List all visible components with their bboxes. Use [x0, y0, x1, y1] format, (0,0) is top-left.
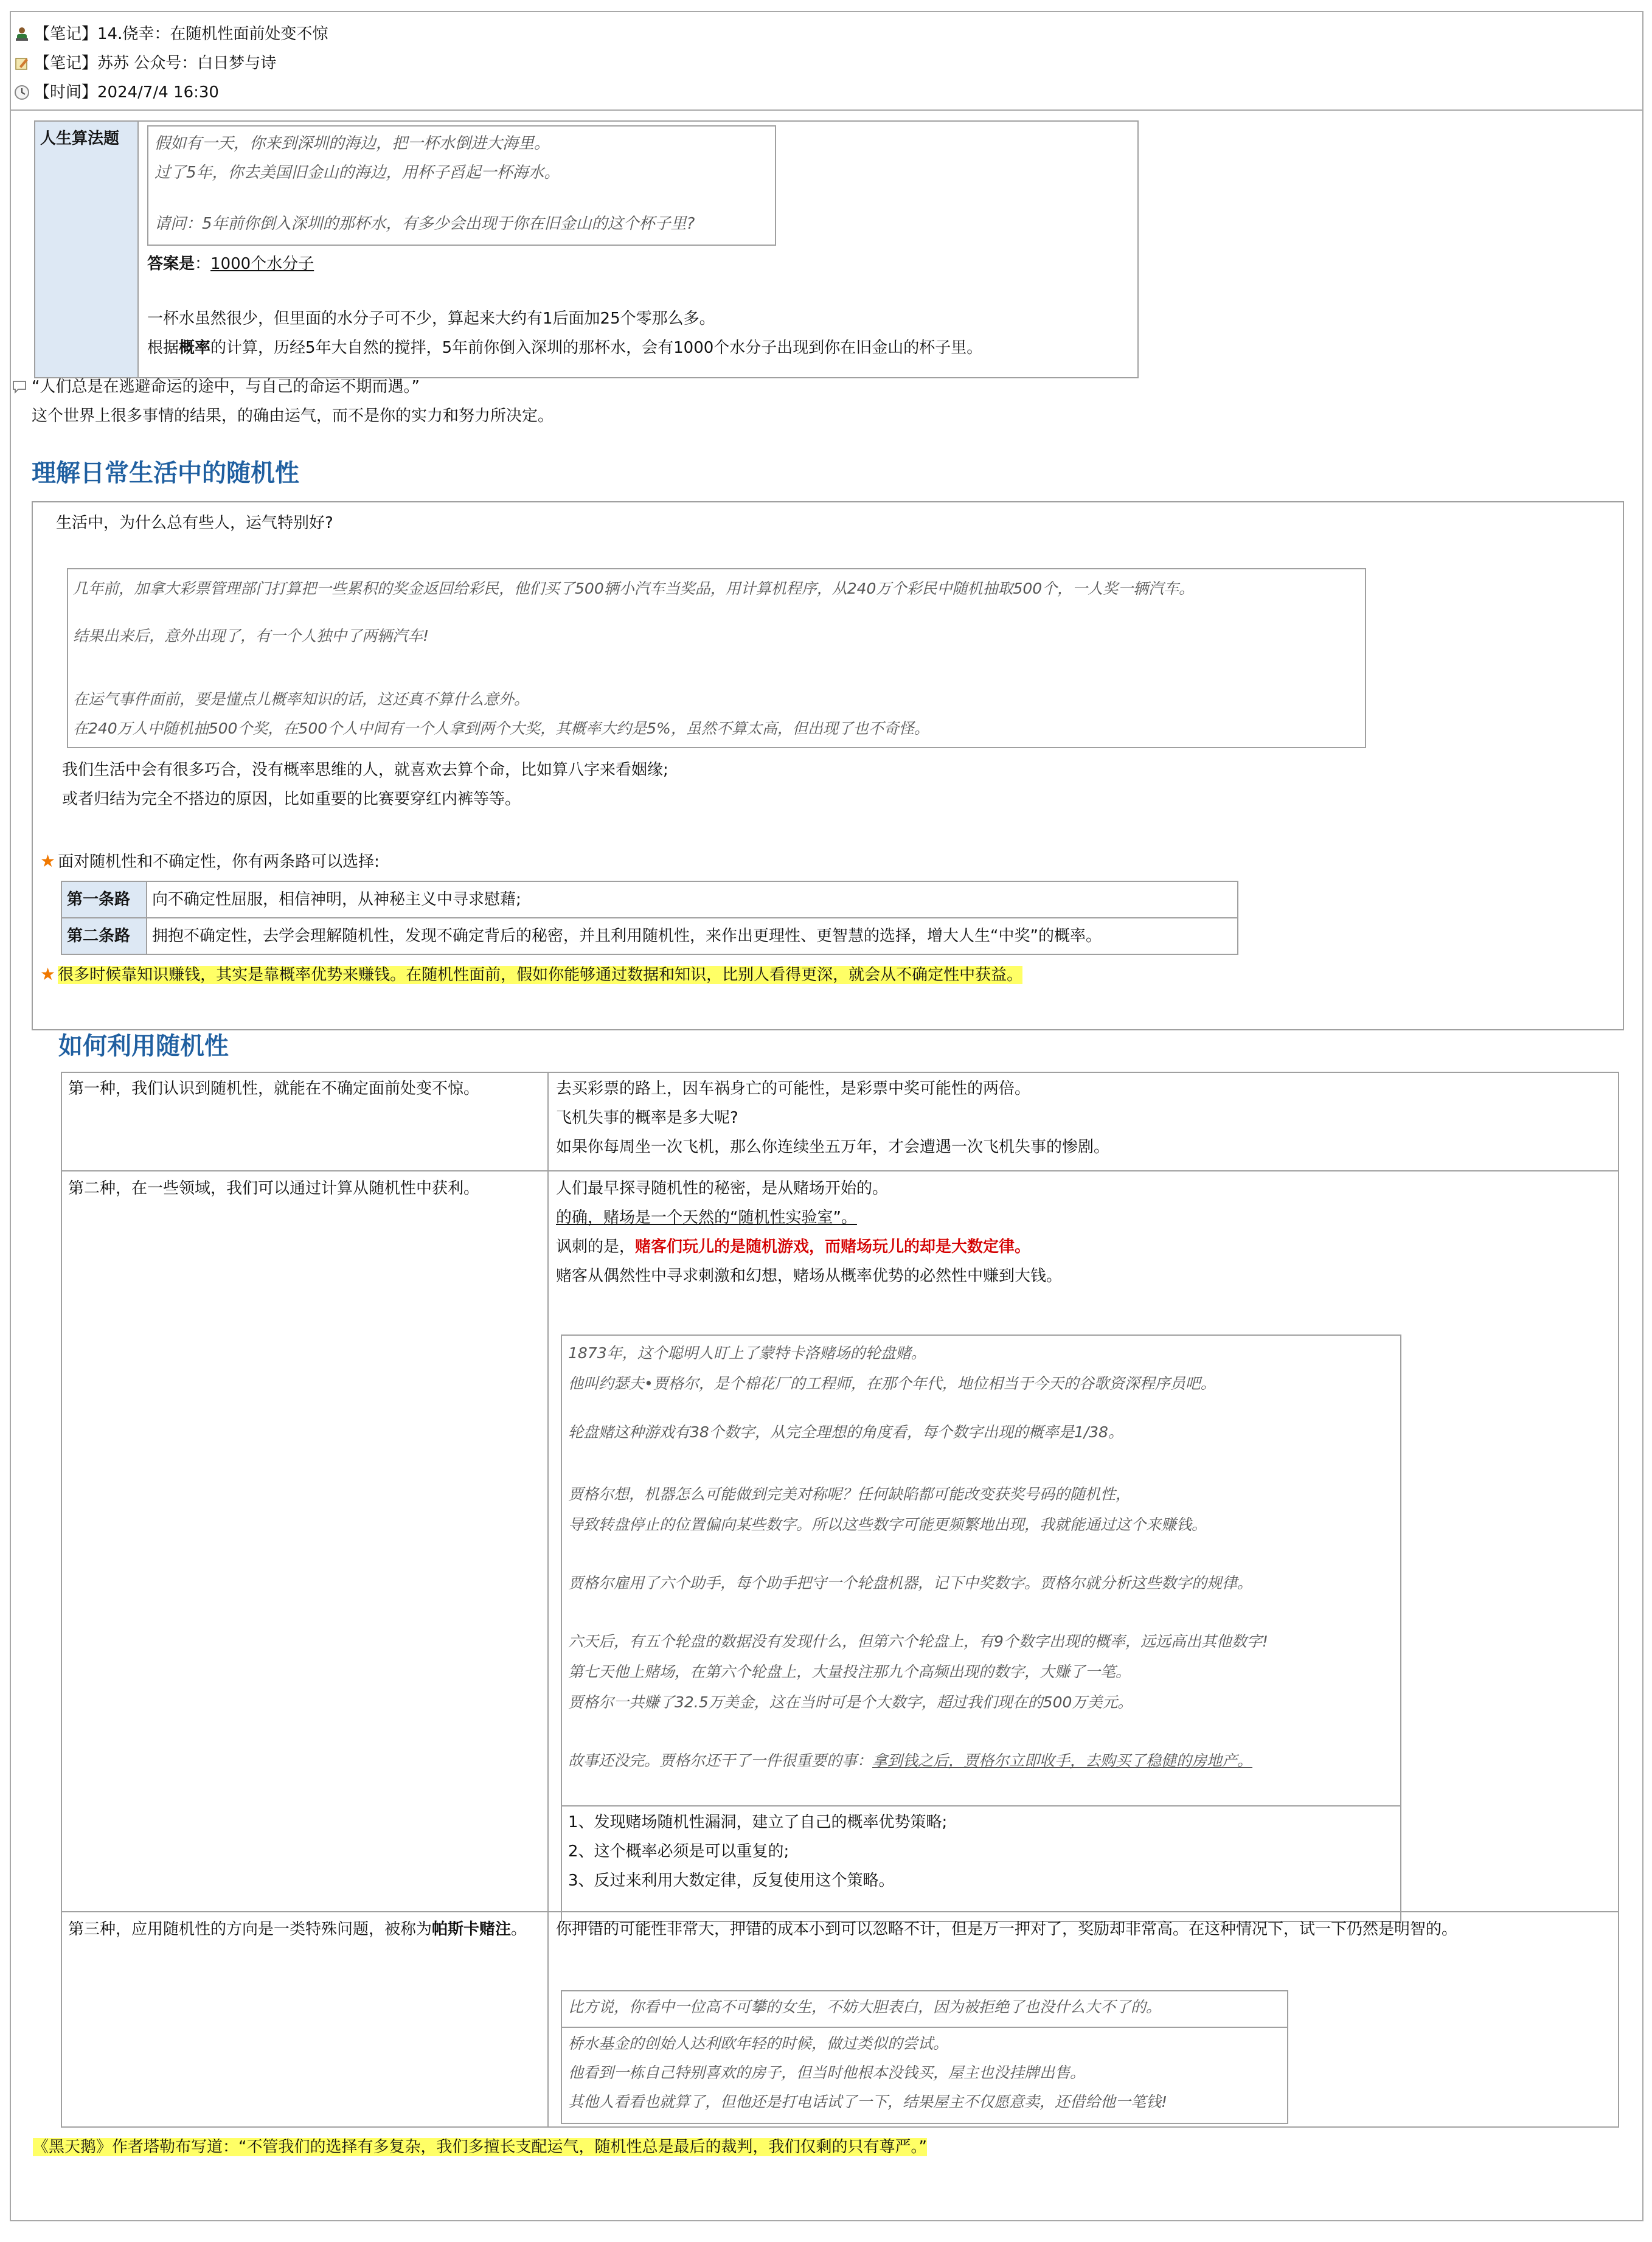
meta-time-row — [11, 78, 328, 107]
answer-label: 答案是 — [147, 255, 195, 273]
lottery-story-box — [67, 568, 1366, 748]
explanation-2-suffix: 的计算，历经5年大自然的搅拌，5年前你倒入深圳的那杯水，会有1000个水分子出现到你在旧金山的杯子里。 — [210, 339, 983, 357]
puzzle-question-box — [147, 125, 776, 246]
table-row-divider — [62, 1170, 1618, 1171]
meta-title-row — [11, 19, 328, 49]
meta-title: 【笔记】14.侥幸：在随机性面前处变不惊 — [34, 25, 328, 43]
choice-2-label: 第二条路 — [61, 918, 147, 954]
row-1-line-3: 如果你每周坐一次飞机，那么你连续坐五万年，才会遭遇一次飞机失事的惨剧。 — [556, 1138, 1110, 1156]
row-2-right — [556, 1174, 1062, 1291]
puzzle-explanation-2 — [147, 333, 982, 363]
row-2-line-4: 赌客从偶然性中寻求刺激和幻想，赌场从概率优势的必然性中赚到大钱。 — [556, 1267, 1063, 1285]
star-icon: ★ — [40, 964, 56, 984]
jagger-story-box — [561, 1334, 1401, 1806]
knowledge-highlight — [40, 960, 1022, 990]
jagger-story-line-8: 第七天他上赌场，在第六个轮盘上，大量投注那九个高频出现的数字，大赚了一笔。 — [568, 1663, 1131, 1681]
jagger-story-line-4: 贾格尔想，机器怎么可能做到完美对称呢？任何缺陷都可能改变获奖号码的随机性， — [568, 1485, 1131, 1503]
puzzle-question-line-3: 请问：5年前你倒入深圳的那杯水，有多少会出现于你在旧金山的这个杯子里? — [154, 215, 695, 233]
quote-line-1-row — [11, 372, 554, 401]
explanation-2-prefix: 根据 — [147, 339, 179, 357]
speech-bubble-icon — [11, 378, 28, 395]
meta-author-row — [11, 49, 328, 78]
lottery-story-line-4: 在240万人中随机抽500个奖，在500个人中间有一个人拿到两个大奖，其概率大约是5%，虽然不算太高，但出现了也不奇怪。 — [73, 720, 929, 737]
choice-1-label: 第一条路 — [61, 881, 147, 918]
star-icon: ★ — [40, 851, 56, 871]
puzzle-question-line-1: 假如有一天，你来到深圳的海边，把一杯水倒进大海里。 — [154, 134, 550, 153]
answer-separator: ： — [195, 255, 211, 273]
lottery-story-line-3: 在运气事件面前，要是懂点儿概率知识的话，这还真不算什么意外。 — [73, 690, 530, 708]
lesson-1: 1、发现赌场随机性漏洞，建立了自己的概率优势策略; — [568, 1813, 948, 1831]
jagger-story-line-7: 六天后，有五个轮盘的数据没有发现什么，但第六个轮盘上，有9个数字出现的概率，远远高出其他数字! — [568, 1633, 1268, 1650]
person-icon — [13, 26, 30, 43]
row-2-line-2: 的确，赌场是一个天然的“随机性实验室”。 — [556, 1209, 857, 1227]
pascal-wager-term: 帕斯卡赌注 — [432, 1920, 512, 1938]
row-3-left — [68, 1915, 543, 1944]
lottery-story-line-1: 几年前，加拿大彩票管理部门打算把一些累积的奖金返回给彩民，他们买了500辆小汽车当奖品，用计算机程序，从240万个彩民中随机抽取500个，一人奖一辆汽车。 — [73, 580, 1195, 597]
section-1-intro: 生活中，为什么总有些人，运气特别好? — [56, 514, 333, 532]
jagger-story-line-5: 导致转盘停止的位置偏向某些数字。所以这些数字可能更频繁地出现，我就能通过这个来赚钱。 — [568, 1516, 1207, 1533]
algorithm-puzzle-table — [34, 120, 1139, 378]
randomness-usage-table — [61, 1072, 1619, 2128]
jagger-story-line-10-underlined: 拿到钱之后，贾格尔立即收手，去购买了稳健的房地产。 — [872, 1752, 1253, 1769]
dalio-story-line-2: 他看到一栋自己特别喜欢的房子，但当时他根本没钱买，屋主也没挂牌出售。 — [568, 2064, 1086, 2081]
section-1-paragraph-1: 我们生活中会有很多巧合，没有概率思维的人，就喜欢去算个命，比如算八字来看姻缘; — [62, 761, 668, 779]
row-1-left: 第一种，我们认识到随机性，就能在不确定面前处变不惊。 — [68, 1080, 480, 1098]
puzzle-question-line-2: 过了5年，你去美国旧金山的海边，用杯子舀起一杯海水。 — [154, 164, 560, 182]
jagger-story-line-1: 1873年，这个聪明人盯上了蒙特卡洛赌场的轮盘赌。 — [568, 1344, 926, 1362]
black-swan-quote-text: 《黑天鹅》作者塔勒布写道：“不管我们的选择有多复杂，我们多擅长支配运气，随机性总是最后的裁判，我们仅剩的只有尊严。” — [33, 2138, 927, 2156]
explanation-2-bold: 概率 — [179, 339, 211, 357]
dalio-story-line-3: 其他人看看也就算了，但他还是打电话试了一下，结果屋主不仅愿意卖，还借给他一笔钱! — [568, 2093, 1168, 2111]
dalio-story-line-1: 桥水基金的创始人达利欧年轻的时候，做过类似的尝试。 — [568, 2035, 949, 2052]
jagger-story-line-2: 他叫约瑟夫•贾格尔，是个棉花厂的工程师，在那个年代，地位相当于今天的谷歌资深程序员吧。 — [568, 1375, 1216, 1392]
row-1-right — [556, 1074, 1109, 1162]
choice-2-text: 拥抱不确定性，去学会理解随机性，发现不确定背后的秘密，并且利用随机性，来作出更理性、更智慧的选择，增大人生“中奖”的概率。 — [147, 918, 1238, 954]
section-1-paragraph-2: 或者归结为完全不搭边的原因，比如重要的比赛要穿红内裤等等。 — [62, 790, 521, 808]
table-column-divider — [547, 1073, 549, 2126]
choice-1-text: 向不确定性屈服，相信神明，从神秘主义中寻求慰藉; — [147, 881, 1238, 918]
jagger-story-line-3: 轮盘赌这种游戏有38个数字，从完全理想的角度看，每个数字出现的概率是1/38。 — [568, 1423, 1123, 1441]
meta-author: 【笔记】苏苏 公众号：白日梦与诗 — [34, 54, 277, 72]
jagger-story-line-9: 贾格尔一共赚了32.5万美金，这在当时可是个大数字，超过我们现在的500万美元。 — [568, 1693, 1133, 1711]
jagger-story-line-10 — [568, 1746, 1394, 1776]
lottery-story-line-2: 结果出来后，意外出现了，有一个人独中了两辆汽车! — [73, 627, 429, 645]
quote-line-1: “人们总是在逃避命运的途中，与自己的命运不期而遇。” — [32, 378, 420, 396]
row-3-left-prefix: 第三种，应用随机性的方向是一类特殊问题，被称为 — [68, 1920, 432, 1938]
jagger-lessons-box — [561, 1805, 1401, 1922]
jagger-story-line-6: 贾格尔雇用了六个助手，每个助手把守一个轮盘机器，记下中奖数字。贾格尔就分析这些数字的规律。 — [568, 1574, 1253, 1592]
row-2-line-1: 人们最早探寻随机性的秘密，是从赌场开始的。 — [556, 1179, 889, 1198]
quote-line-2: 这个世界上很多事情的结果，的确由运气，而不是你的实力和努力所决定。 — [32, 407, 554, 425]
pencil-note-icon — [13, 55, 30, 72]
meta-time: 【时间】2024/7/4 16:30 — [34, 83, 219, 102]
choice-intro — [40, 847, 380, 876]
knowledge-highlight-text: 很多时候靠知识赚钱，其实是靠概率优势来赚钱。在随机性面前，假如你能够通过数据和知识，比别人看得更深，就会从不确定性中获益。 — [58, 966, 1023, 984]
lesson-3: 3、反过来利用大数定律，反复使用这个策略。 — [568, 1872, 895, 1890]
choice-intro-text: 面对随机性和不确定性，你有两条路可以选择: — [58, 853, 380, 871]
choices-table — [61, 881, 1238, 955]
row-1-line-2: 飞机失事的概率是多大呢? — [556, 1109, 738, 1127]
row-3-left-suffix: 。 — [511, 1920, 527, 1938]
jagger-story-line-10-prefix: 故事还没完。贾格尔还干了一件很重要的事： — [568, 1752, 873, 1769]
quote-block — [11, 372, 554, 431]
row-1-line-1: 去买彩票的路上，因车祸身亡的可能性，是彩票中奖可能性的两倍。 — [556, 1080, 1031, 1098]
answer-value: 1000个水分子 — [210, 255, 314, 273]
meta-divider — [11, 109, 1642, 111]
table-row — [61, 881, 1238, 918]
row-3-right: 你押错的可能性非常大，押错的成本小到可以忽略不计，但是万一押对了，奖励却非常高。在这种情况下，试一下仍然是明智的。 — [556, 1920, 1458, 1938]
puzzle-explanation-1: 一杯水虽然很少，但里面的水分子可不少，算起来大约有1后面加25个零那么多。 — [147, 310, 715, 328]
table-row — [61, 918, 1238, 954]
section-title-use-randomness: 如何利用随机性 — [58, 1032, 229, 1060]
lesson-2: 2、这个概率必须是可以重复的; — [568, 1842, 790, 1861]
section-title-randomness-daily: 理解日常生活中的随机性 — [32, 459, 299, 487]
row-2-line-3-emphasis: 赌客们玩儿的是随机游戏，而赌场玩儿的却是大数定律。 — [635, 1238, 1031, 1256]
algorithm-puzzle-label: 人生算法题 — [35, 122, 139, 377]
clock-icon — [13, 84, 30, 101]
note-meta — [11, 19, 328, 107]
black-swan-quote — [33, 2133, 927, 2162]
row-2-left: 第二种，在一些领域，我们可以通过计算从随机性中获利。 — [68, 1179, 480, 1198]
note-page — [10, 11, 1643, 2221]
puzzle-answer — [147, 249, 314, 279]
dalio-story-box — [561, 2027, 1288, 2124]
confession-example-box: 比方说，你看中一位高不可攀的女生，不妨大胆表白，因为被拒绝了也没什么大不了的。 — [561, 1990, 1288, 2028]
row-2-line-3-prefix: 讽刺的是， — [556, 1238, 636, 1256]
algorithm-puzzle-body — [139, 122, 1137, 377]
row-2-line-3 — [556, 1232, 1062, 1262]
